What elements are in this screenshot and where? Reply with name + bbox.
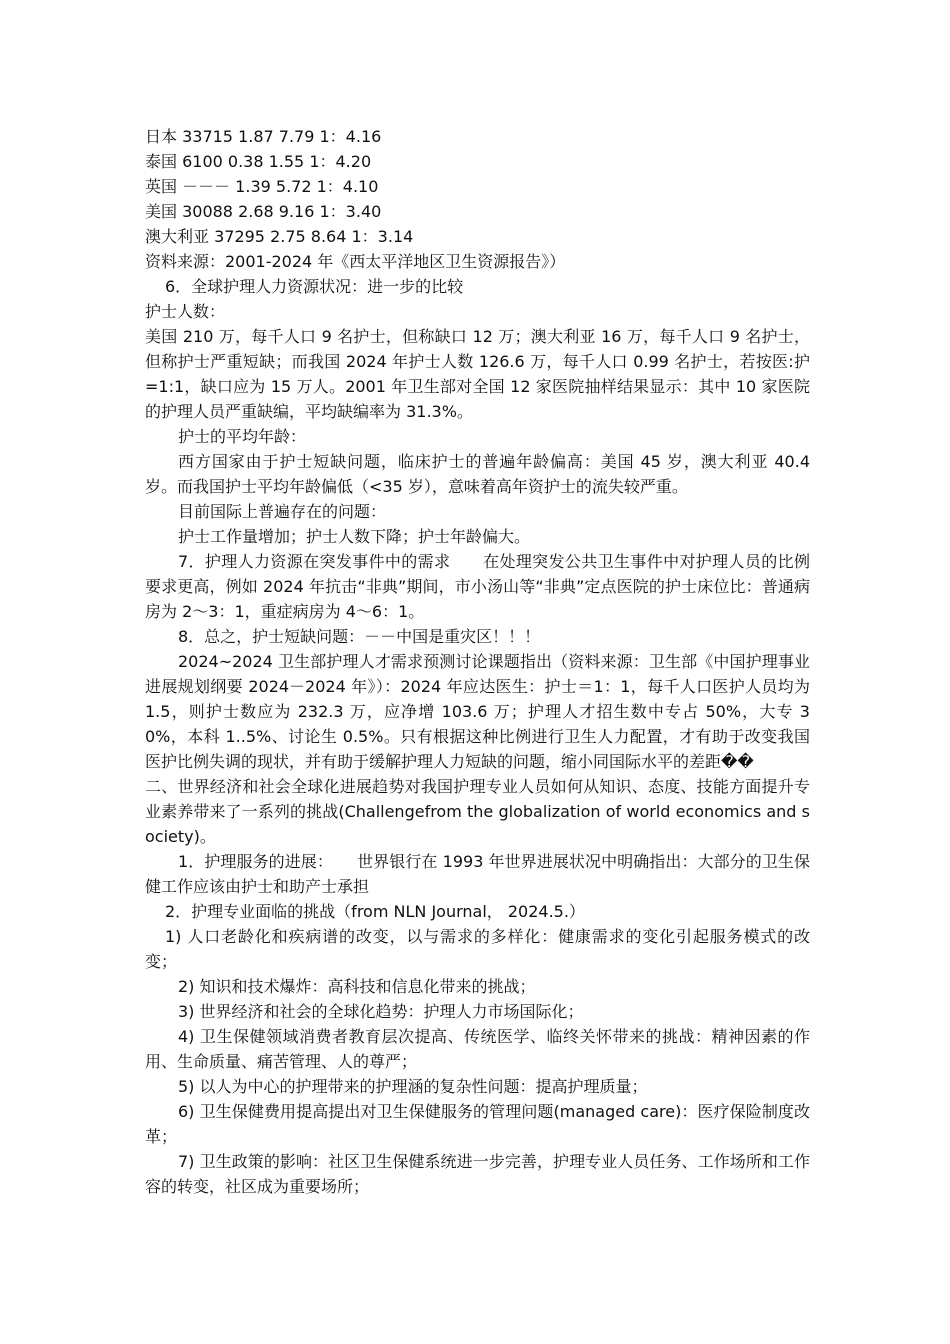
section6-title: 6．全球护理人力资源状况：进一步的比较 xyxy=(165,277,464,296)
section8-paragraph: 8．总之，护士短缺问题：－－中国是重灾区！！！ xyxy=(178,627,541,646)
challenge-item-5: 5) 以人为中心的护理带来的护理涵的复杂性问题：提高护理质量； xyxy=(178,1077,648,1096)
intl-problems-label: 目前国际上普遍存在的问题： xyxy=(178,502,387,521)
item2-paragraph: 2．护理专业面临的挑战（from NLN Journal， 2024.5.） xyxy=(165,902,585,921)
table-row-japan: 日本 33715 1.87 7.79 1：4.16 xyxy=(145,127,382,146)
avg-age-paragraph: 西方国家由于护士短缺问题，临床护士的普遍年龄偏高：美国 45 岁，澳大利亚 40.4 岁。而我国护士平均年龄偏低（<35 岁），意味着高年资护士的流失较严重。 xyxy=(145,452,810,496)
table-row-uk: 英国 －－－ 1.39 5.72 1：4.10 xyxy=(145,177,379,196)
nurse-count-paragraph: 美国 210 万，每千人口 9 名护士，但称缺口 12 万；澳大利亚 16 万，每千人口 9 名护士，但称护士严重短缺；而我国 2024 年护士人数 126.6 万，每千人口 0.99 名护士，若按医:护=1:1，缺口应为 15 万人。2001 年卫生部对全国 12 家医院抽样结果显示：其中 10 家医院的护理人员严重缺编，平均缺编率为 31.3%。 xyxy=(145,327,810,421)
section7-paragraph: 7．护理人力资源在突发事件中的需求 在处理突发公共卫生事件中对护理人员的比例要求更高，例如 2024 年抗击“非典”期间，市小汤山等“非典”定点医院的护士床位比：普通病房为 2～3：1，重症病房为 4～6：1。 xyxy=(145,552,810,621)
source-note: 资料来源：2001-2024 年《西太平洋地区卫生资源报告》） xyxy=(145,252,566,271)
intl-problems-paragraph: 护士工作量增加；护士人数下降；护士年龄偏大。 xyxy=(178,527,531,546)
item1-paragraph: 1．护理服务的进展： 世界银行在 1993 年世界进展状况中明确指出：大部分的卫生保健工作应该由护士和助产士承担 xyxy=(145,852,810,896)
document-page xyxy=(145,124,810,1199)
avg-age-label: 护士的平均年龄： xyxy=(178,427,307,446)
nurse-count-label: 护士人数： xyxy=(145,302,226,321)
table-row-australia: 澳大利亚 37295 2.75 8.64 1：3.14 xyxy=(145,227,414,246)
table-row-usa: 美国 30088 2.68 9.16 1：3.40 xyxy=(145,202,382,221)
part2-heading: 二、世界经济和社会全球化进展趋势对我国护理专业人员如何从知识、态度、技能方面提升专业素养带来了一系列的挑战(Challengefrom the globalization of world economics and society)。 xyxy=(145,777,810,846)
challenge-item-2: 2) 知识和技术爆炸：高科技和信息化带来的挑战； xyxy=(178,977,536,996)
challenge-item-3: 3) 世界经济和社会的全球化趋势：护理人力市场国际化； xyxy=(178,1002,584,1021)
forecast-paragraph: 2024~2024 卫生部护理人才需求预测讨论课题指出（资料来源：卫生部《中国护理事业进展规划纲要 2024－2024 年》）：2024 年应达医生：护士＝1：1，每千人口医护人员均为 1.5，则护士数应为 232.3 万，应净增 103.6 万；护理人才招生数中专占 50%，大专 30%，本科 1..5%、讨论生 0.5%。只有根据这种比例进行卫生人力配置，才有助于改变我国医护比例失调的现状，并有助于缓解护理人力短缺的问题，缩小同国际水平的差距�� xyxy=(145,652,810,771)
challenge-item-6: 6) 卫生保健费用提高提出对卫生保健服务的管理问题(managed care)：医疗保险制度改革； xyxy=(145,1102,810,1146)
challenge-item-1: 1) 人口老龄化和疾病谱的改变，以与需求的多样化：健康需求的变化引起服务模式的改变； xyxy=(145,927,810,971)
table-row-thailand: 泰国 6100 0.38 1.55 1：4.20 xyxy=(145,152,372,171)
challenge-item-4: 4) 卫生保健领域消费者教育层次提高、传统医学、临终关怀带来的挑战：精神因素的作用、生命质量、痛苦管理、人的尊严； xyxy=(145,1027,810,1071)
challenge-item-7: 7) 卫生政策的影响：社区卫生保健系统进一步完善，护理专业人员任务、工作场所和工作容的转变，社区成为重要场所； xyxy=(145,1152,810,1196)
